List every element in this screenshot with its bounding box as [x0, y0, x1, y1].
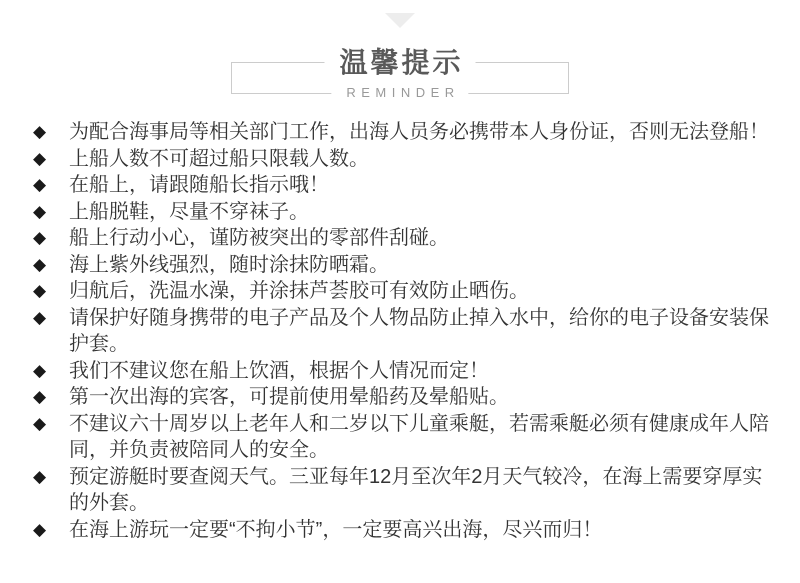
diamond-bullet-icon: ◆	[33, 360, 47, 380]
diamond-bullet-icon: ◆	[33, 413, 47, 433]
list-item	[33, 199, 772, 226]
diamond-bullet-icon: ◆	[33, 175, 47, 194]
list-item	[33, 305, 772, 358]
tips-list	[0, 119, 800, 543]
list-item	[33, 358, 772, 385]
triangle-down-icon	[385, 13, 415, 28]
diamond-bullet-icon: ◆	[33, 201, 47, 221]
list-item	[33, 517, 772, 544]
list-item	[33, 278, 772, 305]
tip-text: 在船上，请跟随船长指示哦！	[69, 174, 329, 196]
tip-text: 海上紫外线强烈，随时涂抹防晒霜。	[69, 253, 389, 276]
tip-text: 我们不建议您在船上饮酒，根据个人情况而定！	[69, 359, 489, 382]
tip-text: 预定游艇时要查阅天气。三亚每年12月至次年2月天气较冷，在海上需要穿厚实的外套。	[69, 465, 763, 514]
list-item	[33, 225, 772, 252]
header-frame	[231, 47, 569, 100]
diamond-bullet-icon: ◆	[33, 122, 47, 141]
diamond-bullet-icon: ◆	[33, 281, 47, 300]
list-item	[33, 411, 772, 464]
tip-text: 上船脱鞋，尽量不穿袜子。	[69, 200, 309, 223]
tip-text: 为配合海事局等相关部门工作，出海人员务必携带本人身份证，否则无法登船！	[69, 121, 769, 143]
list-item	[33, 252, 772, 279]
diamond-bullet-icon: ◆	[33, 387, 47, 406]
list-item	[33, 172, 772, 199]
diamond-bullet-icon: ◆	[33, 307, 47, 327]
diamond-bullet-icon: ◆	[33, 519, 47, 539]
page-subtitle: REMINDER	[331, 84, 468, 102]
diamond-bullet-icon: ◆	[33, 148, 47, 168]
tip-text: 上船人数不可超过船只限载人数。	[69, 147, 369, 170]
page-title: 温馨提示	[324, 46, 475, 80]
diamond-bullet-icon: ◆	[33, 466, 47, 486]
tip-text: 在海上游玩一定要“不拘小节”，一定要高兴出海，尽兴而归！	[69, 518, 603, 541]
list-item	[33, 119, 772, 146]
diamond-bullet-icon: ◆	[33, 228, 47, 247]
tip-text: 船上行动小心，谨防被突出的零部件刮碰。	[69, 227, 449, 249]
tip-text: 第一次出海的宾客，可提前使用晕船药及晕船贴。	[69, 386, 509, 408]
list-item	[33, 464, 772, 517]
list-item	[33, 146, 772, 173]
tip-text: 不建议六十周岁以上老年人和二岁以下儿童乘艇，若需乘艇必须有健康成年人陪同，并负责被陪同人的安全。	[69, 412, 769, 461]
tip-text: 归航后，洗温水澡，并涂抹芦荟胶可有效防止晒伤。	[69, 280, 529, 302]
diamond-bullet-icon: ◆	[33, 254, 47, 274]
list-item	[33, 384, 772, 411]
tip-text: 请保护好随身携带的电子产品及个人物品防止掉入水中，给你的电子设备安装保护套。	[69, 306, 769, 355]
